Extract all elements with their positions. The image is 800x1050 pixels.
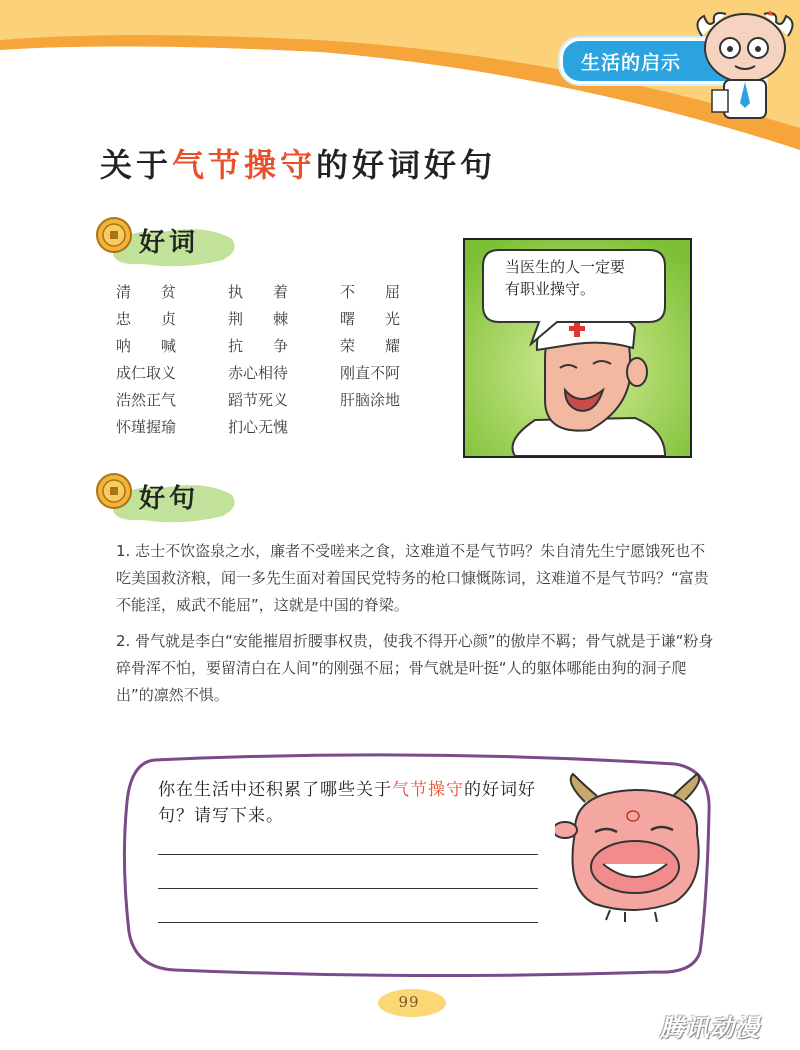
word-item: 呐 喊 <box>116 337 177 355</box>
word-item: 赤心相待 <box>228 364 289 382</box>
good-words-label: 好词 <box>139 228 200 258</box>
word-item: 成仁取义 <box>116 364 177 382</box>
sentence-paragraph: 1. 志士不饮盗泉之水，廉者不受嗟来之食，这难道不是气节吗？朱自清先生宁愿饿死也不吃美国救济粮，闻一多先生面对着国民党特务的枪口慷慨陈词，这难道不是气节吗？“富贵不能淫，威武不能屈”，这就是中国的脊梁。 <box>116 542 709 614</box>
answer-line[interactable] <box>158 888 538 889</box>
page-number <box>372 985 446 1021</box>
comic-panel <box>463 238 692 458</box>
coin-icon <box>95 216 133 254</box>
coin-icon <box>95 472 133 510</box>
title-suffix: 的好词好句 <box>316 146 497 184</box>
word-item: 执 着 <box>228 283 289 301</box>
answer-line[interactable] <box>158 854 538 855</box>
word-item: 肝脑涂地 <box>340 391 401 409</box>
speech-line: 有职业操守。 <box>505 280 596 298</box>
answer-line[interactable] <box>158 922 538 923</box>
exercise-prompt-highlight: 气节操守 <box>392 780 464 800</box>
word-item: 荆 棘 <box>228 310 289 328</box>
professor-illustration <box>690 8 800 120</box>
word-list <box>116 282 426 437</box>
good-sentences-heading <box>95 468 255 528</box>
word-item: 扪心无愧 <box>228 418 289 436</box>
chapter-tag-label: 生活的启示 <box>581 52 682 74</box>
word-item: 抗 争 <box>228 337 289 355</box>
word-item: 怀瑾握瑜 <box>116 418 177 436</box>
word-item: 忠 贞 <box>116 310 177 328</box>
exercise-prompt-part: 的好词好句？请写下来。 <box>158 780 536 826</box>
page-title <box>100 140 496 186</box>
good-words-heading <box>95 212 255 272</box>
word-item: 荣 耀 <box>340 337 401 355</box>
word-item: 不 屈 <box>340 283 401 301</box>
sentence-paragraph: 2. 骨气就是李白“安能摧眉折腰事权贵，使我不得开心颜”的傲岸不羁；骨气就是于谦“粉身碎骨浑不怕，要留清白在人间”的刚强不屈；骨气就是叶挺“人的躯体哪能由狗的洞子爬出”的凛然不惧。 <box>116 632 714 704</box>
word-item: 曙 光 <box>340 310 401 328</box>
exercise-prompt-part: 你在生活中还积累了哪些关于 <box>158 780 392 800</box>
word-item: 清 贫 <box>116 283 177 301</box>
watermark: 腾讯动漫 <box>660 1014 760 1042</box>
speech-line: 当医生的人一定要 <box>505 258 626 276</box>
exercise-prompt <box>158 777 558 829</box>
word-item: 蹈节死义 <box>228 391 289 409</box>
page-number-text: 99 <box>398 993 420 1011</box>
speech-text <box>505 256 625 300</box>
title-highlight: 气节操守 <box>172 146 317 184</box>
good-sentences-label: 好句 <box>139 484 200 514</box>
title-prefix: 关于 <box>100 146 173 184</box>
word-item: 浩然正气 <box>116 391 177 409</box>
word-item: 刚直不阿 <box>340 364 401 382</box>
ox-illustration <box>555 772 725 922</box>
